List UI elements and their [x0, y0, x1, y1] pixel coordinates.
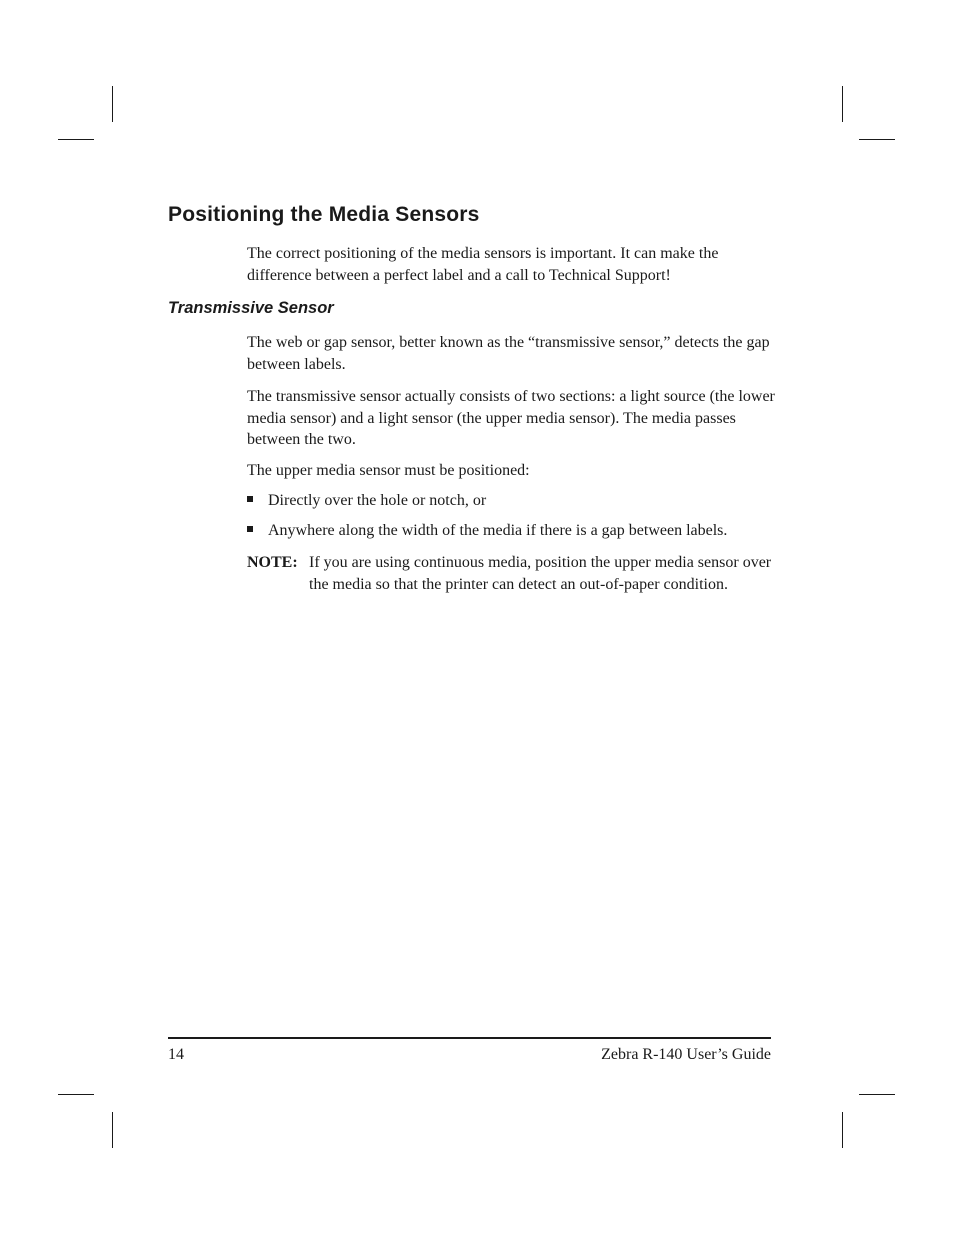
crop-mark-top-left-horizontal — [58, 139, 94, 140]
crop-mark-top-right-horizontal — [859, 139, 895, 140]
note-text: If you are using continuous media, position the upper media sensor over the media so that the printer can detect an out-of-paper condition. — [309, 554, 772, 593]
bullet-item — [247, 520, 727, 542]
note-block — [247, 552, 777, 595]
footer-rule — [168, 1037, 771, 1039]
paragraph-positioning: The upper media sensor must be positioned: — [247, 462, 530, 479]
footer-title: Zebra R-140 User’s Guide — [601, 1046, 771, 1063]
bullet-item — [247, 490, 486, 512]
subsection-heading: Transmissive Sensor — [168, 299, 334, 317]
crop-mark-bottom-left-vertical — [112, 1112, 113, 1148]
section-heading: Positioning the Media Sensors — [168, 203, 480, 226]
crop-mark-bottom-left-horizontal — [58, 1094, 94, 1095]
crop-mark-bottom-right-horizontal — [859, 1094, 895, 1095]
bullet-text: Directly over the hole or notch, or — [268, 492, 487, 509]
intro-paragraph: The correct positioning of the media sensors is important. It can make the difference between a perfect label and a call to Technical Support! — [247, 245, 719, 284]
page-number: 14 — [168, 1046, 184, 1063]
note-label: NOTE: — [247, 554, 298, 571]
crop-mark-bottom-right-vertical — [842, 1112, 843, 1148]
crop-mark-top-right-vertical — [842, 86, 843, 122]
bullet-square-icon — [247, 526, 253, 532]
paragraph-gap-sensor: The web or gap sensor, better known as the “transmissive sensor,” detects the gap between labels. — [247, 334, 770, 373]
bullet-square-icon — [247, 496, 253, 502]
crop-mark-top-left-vertical — [112, 86, 113, 122]
bullet-text: Anywhere along the width of the media if there is a gap between labels. — [268, 522, 728, 539]
paragraph-sensor-sections: The transmissive sensor actually consists of two sections: a light source (the lower media sensor) and a light sensor (the upper media sensor). The media passes between the two. — [247, 388, 775, 448]
